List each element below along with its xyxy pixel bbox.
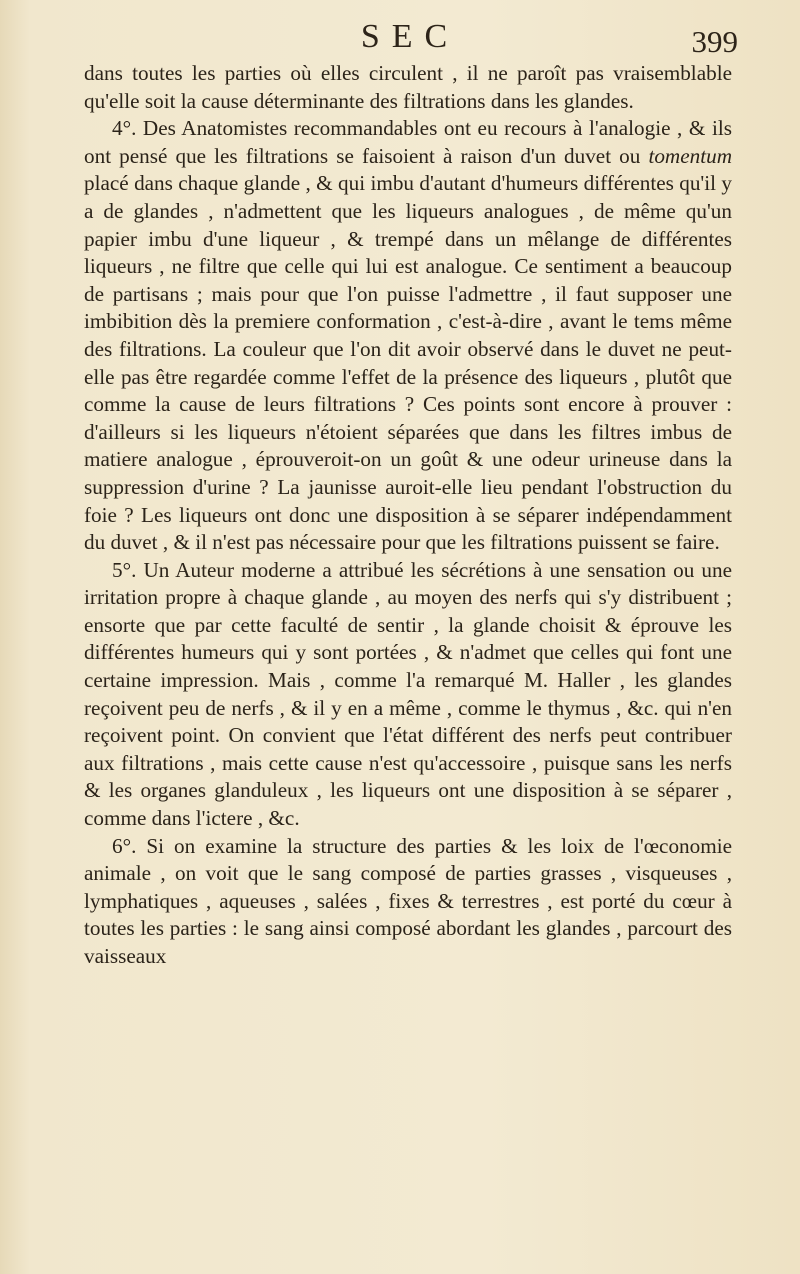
text-segment: dans toutes les parties où elles circulent , il ne paroît pas vraisemblable qu'elle soit la cause déterminante des filtrations dans les glandes. xyxy=(84,61,732,113)
text-segment: placé dans chaque glande , & qui imbu d'autant d'humeurs différentes qu'il y a de glandes , n'admettent que les liqueurs analogues , de même qu'un papier imbu d'une liqueur , & trempé dans un mêlange de différentes liqueurs , ne filtre que celle qui lui est analogue. Ce sentiment a beaucoup de partisans ; mais pour que l'on puisse l'admettre , il faut supposer une imbibition dès la premiere conformation , c'est-à-dire , avant le tems même des filtrations. La couleur que l'on dit avoir observé dans le duvet ne peut-elle pas être regardée comme l'effet de la présence des liqueurs , plutôt que comme la cause de leurs filtrations ? Ces points sont encore à prouver : d'ailleurs si les liqueurs n'étoient séparées que dans les filtres imbus de matiere analogue , éprouveroit-on un goût & une odeur urineuse dans la suppression d'urine ? La jaunisse auroit-elle lieu pendant l'obstruction du foie ? Les liqueurs ont donc une disposition à se séparer indépendamment du duvet , & il n'est pas nécessaire pour que les filtrations puissent se faire. xyxy=(84,171,732,555)
italic-term: tomentum xyxy=(648,143,732,168)
paragraph-p4 xyxy=(84,833,732,971)
text-segment: 5°. Un Auteur moderne a attribué les sécrétions à une sensation ou une irritation propre à chaque glande , au moyen des nerfs qui s'y distribuent ; ensorte que par cette faculté de sentir , la glande choisit & éprouve les différentes humeurs qui y sont portées , & n'admet que celles qui font une certaine impression. Mais , comme l'a remarqué M. Haller , les glandes reçoivent peu de nerfs , & il y en a même , comme le thymus , &c. qui n'en reçoivent point. On convient que l'état différent des nerfs peut contribuer aux filtrations , mais cette cause n'est qu'accessoire , puisque sans les nerfs & les organes glanduleux , les liqueurs ont une disposition à se séparer , comme dans l'ictere , &c. xyxy=(84,557,732,831)
paragraph-p3 xyxy=(84,557,732,833)
body-text xyxy=(84,60,732,971)
text-segment: 6°. Si on examine la structure des parties & les loix de l'œconomie animale , on voit que le sang composé de parties grasses , visqueuses , lymphatiques , aqueuses , salées , fixes & terrestres , est porté du cœur à toutes les parties : le sang ainsi composé abordant les glandes , parcourt des vaisseaux xyxy=(84,833,732,968)
paragraph-p2 xyxy=(84,115,732,557)
page-header xyxy=(0,18,800,62)
paragraph-p1 xyxy=(84,60,732,115)
page-number: 399 xyxy=(691,24,738,59)
running-title: SEC xyxy=(360,18,460,55)
text-segment: 4°. Des Anatomistes recommandables ont eu recours à l'analogie , & ils ont pensé que les filtrations se faisoient à raison d'un duvet ou xyxy=(84,116,732,168)
